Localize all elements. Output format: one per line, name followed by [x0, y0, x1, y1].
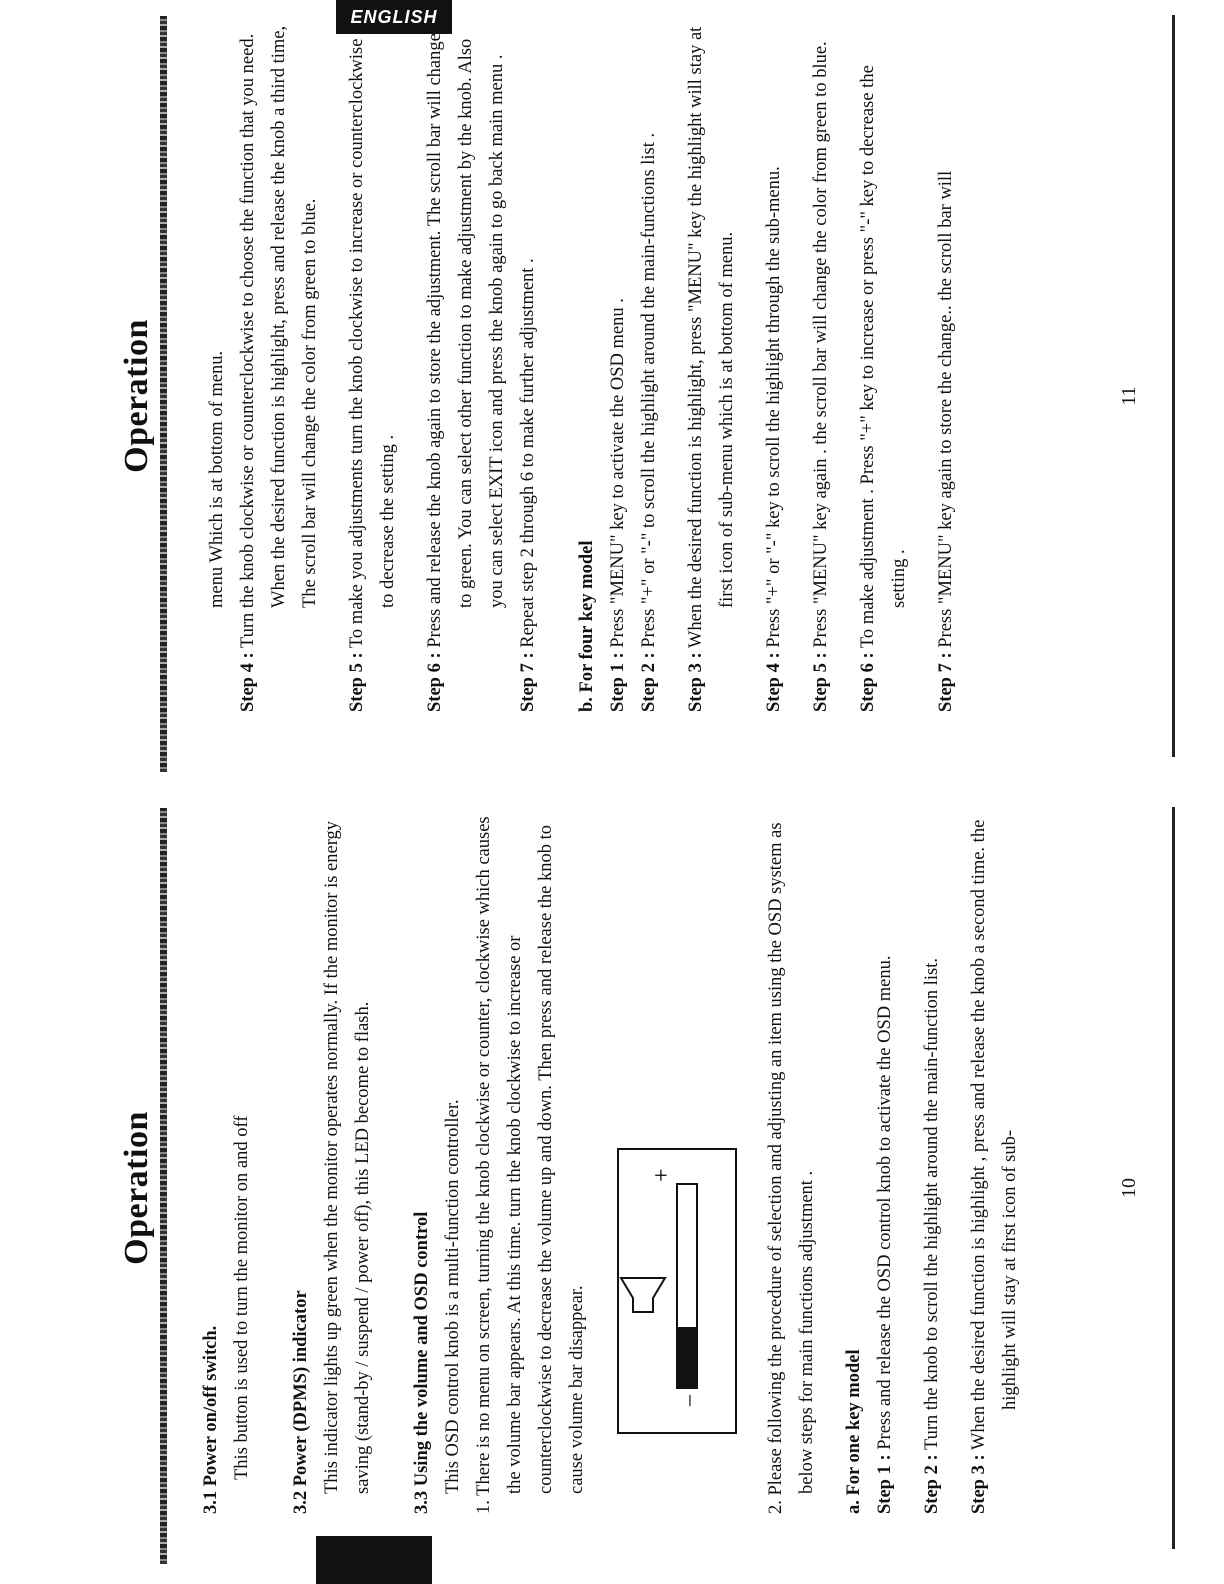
step-label: Step 5 : — [811, 652, 831, 712]
step-label: Step 6 : — [858, 652, 878, 712]
page-number: 11 — [1118, 386, 1140, 406]
section-text: This indicator lights up green when the monitor operates normally. If the monitor is energy saving (stand-by / suspend / power off), this LED become to flash. — [322, 820, 373, 1494]
step-item — [853, 22, 915, 712]
step-item — [964, 814, 1026, 1514]
step-item — [233, 22, 264, 712]
volume-plus-label: + — [649, 1168, 675, 1182]
step-label: Step 5 : — [347, 652, 367, 712]
step-label: Step 4 : — [238, 652, 258, 712]
step-text: When the desired function is highlight, press "MENU" key the highlight will stay at first icon of sub-menu which is at bottom of menu. — [686, 26, 737, 649]
section-heading-power-indicator: 3.2 Power (DPMS) indicator — [291, 1290, 311, 1514]
step-text: Press "MENU" key again . the scroll bar will change the color from green to blue. — [811, 41, 831, 648]
subsection-heading-one-key: a. For one key model — [844, 1349, 864, 1514]
step-item — [603, 22, 634, 712]
step-label: Step 2 : — [922, 1454, 942, 1514]
language-tab: ENGLISH — [336, 0, 452, 34]
page-title: Operation — [118, 1111, 155, 1265]
section-text: This button is used to turn the monitor on and off — [232, 1115, 252, 1480]
footer-rule — [1172, 15, 1175, 757]
step-text: Press "MENU" key to activate the OSD menu . — [608, 298, 628, 648]
step-text: To make adjustment . Press "+" key to increase or press "-" key to decrease the setting . — [858, 65, 909, 649]
section-heading-power-switch: 3.1 Power on/off switch. — [201, 1325, 221, 1514]
step-item — [342, 22, 404, 712]
volume-bar-graphic — [619, 1150, 735, 1432]
step-item — [681, 22, 743, 712]
list-item: 2. Please following the procedure of selection and adjusting an item using the OSD system as below steps for main functions adjustment . — [766, 822, 817, 1514]
section-text: This OSD control knob is a multi-function controller. — [443, 1099, 463, 1494]
volume-minus-label: – — [675, 1395, 700, 1406]
title-rule — [160, 808, 167, 1564]
step-label: Step 3 : — [686, 652, 706, 712]
step-text: Press and release the knob again to store the adjustment. The scroll bar will change to green. You can select other function to make adjustment by the knob. Also you can select EXIT icon and press the knob again to go back main menu . — [425, 33, 507, 648]
step-text: Press "MENU" key again to store the change.. the scroll bar will — [936, 170, 956, 648]
step-text: Press "+" or "-" key to scroll the highlight through the sub-menu. — [764, 166, 784, 648]
volume-fill — [677, 1327, 697, 1388]
step-item — [931, 22, 962, 712]
step-item — [634, 22, 665, 712]
step-label: Step 2 : — [639, 652, 659, 712]
section-heading-volume-osd: 3.3 Using the volume and OSD control — [412, 1211, 432, 1514]
list-item: 1. There is no menu on screen, turning the knob clockwise or counter, clockwise which causes the volume bar appears. At this time. turn the knob clockwise to increase or counterclockwise to decrease the volume up and down. Then press and release the knob to cause volume bar disappear. — [474, 816, 587, 1514]
step-label: Step 7 : — [936, 652, 956, 712]
step-text: Press and release the OSD control knob to activate the OSD menu. — [875, 955, 895, 1450]
page-number: 10 — [1118, 1178, 1140, 1198]
step-label: Step 4 : — [764, 652, 784, 712]
step-label: Step 7 : — [518, 652, 538, 712]
step-item — [420, 22, 513, 712]
step-text: Turn the knob to scroll the highlight around the main-function list. — [922, 957, 942, 1451]
subsection-heading-four-key: b. For four key model — [577, 540, 597, 712]
footer-rule — [1172, 807, 1175, 1549]
continued-text: menu Which is at bottom of menu. — [207, 350, 227, 608]
step-item — [759, 22, 790, 712]
step-label: Step 6 : — [425, 652, 445, 712]
title-rule — [160, 16, 167, 772]
page-content — [196, 814, 1026, 1514]
step-item — [917, 814, 948, 1514]
step-label: Step 1 : — [608, 652, 628, 712]
volume-bar-illustration — [617, 1148, 737, 1434]
step-item — [870, 814, 901, 1514]
page-10 — [0, 792, 1224, 1584]
step-item — [806, 22, 837, 712]
step-text: Repeat step 2 through 6 to make further adjustment . — [518, 258, 538, 648]
step-text: To make you adjustments turn the knob clockwise to increase or counterclockwise to decrease the setting . — [347, 38, 398, 649]
step-text: When the desired function is highlight , press and release the knob a second time. the highlight will stay at first icon of sub- — [969, 819, 1020, 1451]
step-item — [513, 22, 544, 712]
step-text: Press "+" or "-" to scroll the highlight around the main-functions list . — [639, 132, 659, 648]
step-label: Step 1 : — [875, 1454, 895, 1514]
step-text-continued: When the desired function is highlight, press and release the knob a third time, The scroll bar will change the color from green to blue. — [269, 25, 320, 608]
page-content — [202, 22, 962, 712]
speaker-icon — [621, 1278, 665, 1312]
step-label: Step 3 : — [969, 1454, 989, 1514]
page-title: Operation — [118, 319, 155, 473]
step-text: Turn the knob clockwise or counterclockwise to choose the function that you need. — [238, 33, 258, 649]
